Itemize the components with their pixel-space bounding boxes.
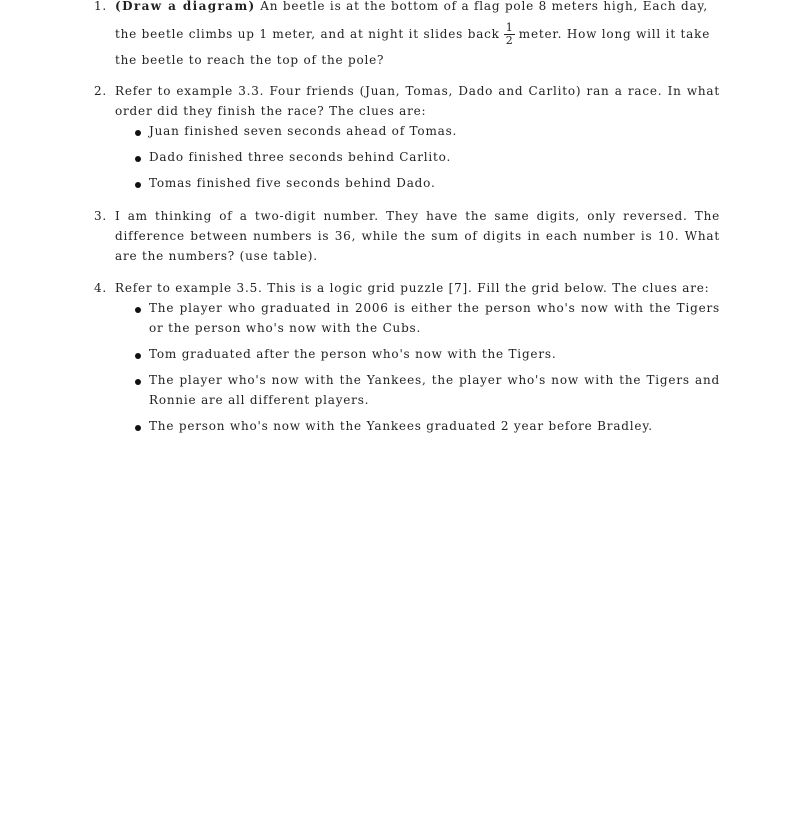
clue-text: Dado finished three seconds behind Carlito. xyxy=(149,150,452,164)
problem-1-line-2-end: meter. How long will it take xyxy=(518,27,711,41)
problem-1-line-2-start: the beetle climbs up 1 meter, and at night it slides back xyxy=(115,27,500,41)
bullet-icon xyxy=(135,182,141,188)
bullet-icon xyxy=(135,379,141,385)
clue-text: The player who's now with the Yankees, the player who's now with the Tigers and Ronnie are all different players. xyxy=(149,373,720,407)
problem-1-line-1: An beetle is at the bottom of a flag pole 8 meters high, Each day, xyxy=(260,0,708,13)
problem-number: 1. xyxy=(94,0,108,13)
list-item xyxy=(94,344,720,364)
bullet-icon xyxy=(135,307,141,313)
problem-4 xyxy=(94,278,720,298)
problem-number: 3. xyxy=(94,209,108,223)
clue-text: Tom graduated after the person who's now with the Tigers. xyxy=(149,347,557,361)
document-page xyxy=(94,0,720,442)
problem-1-lead: (Draw a diagram) xyxy=(115,0,256,13)
list-item xyxy=(94,298,720,338)
bullet-icon xyxy=(135,425,141,431)
fraction xyxy=(504,22,515,47)
clue-text: The player who graduated in 2006 is either the person who's now with the Tigers or the person who's now with the Cubs. xyxy=(149,301,720,335)
problem-number: 2. xyxy=(94,84,108,98)
problem-3 xyxy=(94,206,720,266)
list-item xyxy=(94,173,720,193)
bullet-icon xyxy=(135,156,141,162)
bullet-icon xyxy=(135,353,141,359)
fraction-denominator: 2 xyxy=(505,34,513,47)
bullet-icon xyxy=(135,130,141,136)
list-item xyxy=(94,147,720,167)
clue-text: Tomas finished five seconds behind Dado. xyxy=(149,176,436,190)
clue-text: Juan finished seven seconds ahead of Tomas. xyxy=(149,124,458,138)
problem-number: 4. xyxy=(94,281,108,295)
list-item xyxy=(94,370,720,410)
problem-2 xyxy=(94,81,720,121)
problem-2-text: Refer to example 3.3. Four friends (Juan, Tomas, Dado and Carlito) ran a race. In what order did they finish the race? The clues are: xyxy=(115,84,720,118)
list-item xyxy=(94,416,720,436)
problem-2-clue-list xyxy=(94,121,720,193)
fraction-numerator: 1 xyxy=(505,21,513,34)
clue-text: The person who's now with the Yankees graduated 2 year before Bradley. xyxy=(149,419,653,433)
problem-1 xyxy=(94,0,720,70)
problem-3-text: I am thinking of a two-digit number. They have the same digits, only reversed. The difference between numbers is 36, while the sum of digits in each number is 10. What are the numbers? (use table). xyxy=(115,209,720,263)
list-item xyxy=(94,121,720,141)
problem-1-line-3: the beetle to reach the top of the pole? xyxy=(115,53,385,67)
problem-1-line-2 xyxy=(115,18,720,50)
problem-4-text: Refer to example 3.5. This is a logic grid puzzle [7]. Fill the grid below. The clues are: xyxy=(115,281,710,295)
problem-4-clue-list xyxy=(94,298,720,436)
